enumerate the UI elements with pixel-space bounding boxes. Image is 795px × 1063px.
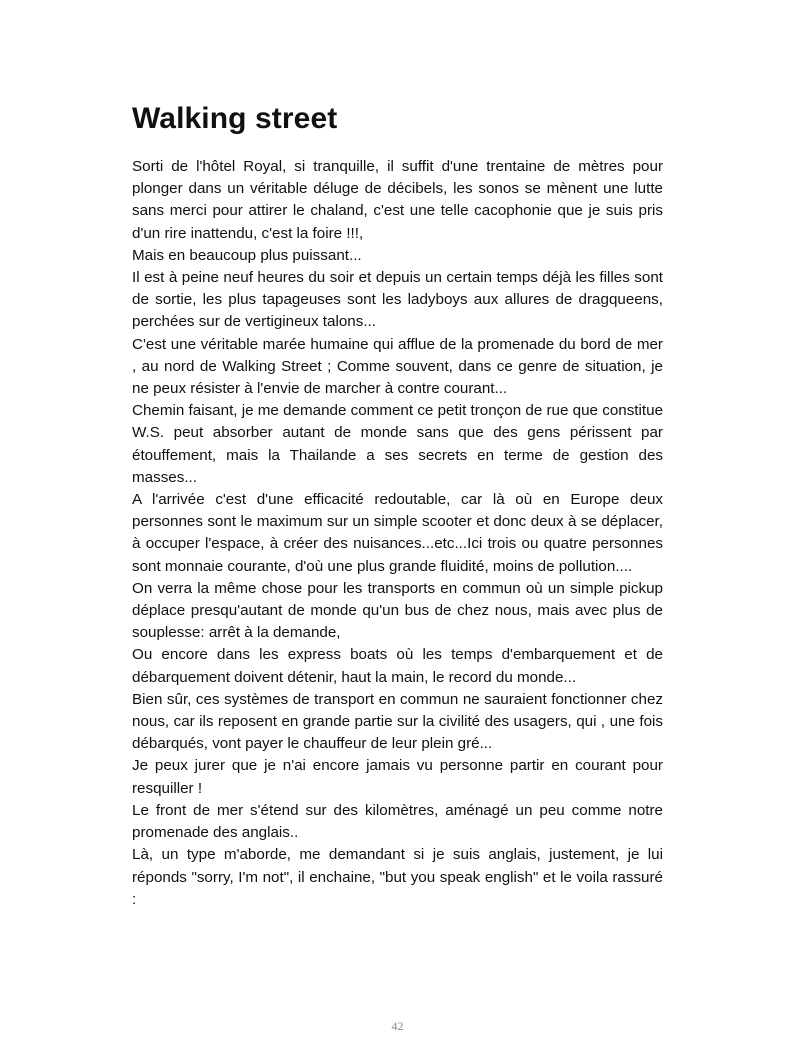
paragraph: A l'arrivée c'est d'une efficacité redoutable, car là où en Europe deux personnes sont le maximum sur un simple scooter et donc deux à se déplacer, à occuper l'espace, à créer des nuisances...etc...Ici trois ou quatre personnes sont monnaie courante, d'où une plus grande fluidité, moins de pollution.... [132,491,663,575]
paragraph: Bien sûr, ces systèmes de transport en commun ne sauraient fonctionner chez nous, car ils reposent en grande partie sur la civilité des usagers, qui , une fois débarqués, vont payer le chauffeur de leur plein gré... [132,690,663,753]
page-number: 42 [391,1019,404,1033]
paragraph: Il est à peine neuf heures du soir et depuis un certain temps déjà les filles sont de sortie, les plus tapageuses sont les ladyboys aux allures de dragqueens, perchées sur de vertigineux talons... [132,269,663,331]
paragraph: C'est une véritable marée humaine qui afflue de la promenade du bord de mer , au nord de Walking Street ; Comme souvent, dans ce genre de situation, je ne peux résister à l'envie de marcher à contre courant... [132,335,663,398]
paragraph: Le front de mer s'étend sur des kilomètres, aménagé un peu comme notre promenade des anglais.. [132,801,663,842]
paragraph: Je peux jurer que je n'ai encore jamais vu personne partir en courant pour resquiller ! [132,757,663,797]
paragraph: Mais en beaucoup plus puissant... [132,246,362,264]
paragraph: Chemin faisant, je me demande comment ce petit tronçon de rue que constitue W.S. peut absorber autant de monde sans que des gens périssent par étouffement, mais la Thailande a ses secrets en terme de gestion des masses... [132,402,664,486]
body-text [132,156,663,911]
paragraph: On verra la même chose pour les transports en commun où un simple pickup déplace presqu'autant de monde qu'un bus de chez nous, mais avec plus de souplesse: arrêt à la demande, [132,579,663,642]
page-title: Walking street [132,102,338,135]
paragraph: Sorti de l'hôtel Royal, si tranquille, il suffit d'une trentaine de mètres pour plonger dans un véritable déluge de décibels, les sonos se mènent une lutte sans merci pour attirer le chaland, c'est une telle cacophonie que je suis pris d'un rire inattendu, c'est la foire !!!, [132,158,663,242]
paragraph: Là, un type m'aborde, me demandant si je suis anglais, justement, je lui réponds "sorry, I'm not", il enchaine, "but you speak english" et le voila rassuré : [132,846,663,908]
paragraph: Ou encore dans les express boats où les temps d'embarquement et de débarquement doivent détenir, haut la main, le record du monde... [132,646,663,686]
